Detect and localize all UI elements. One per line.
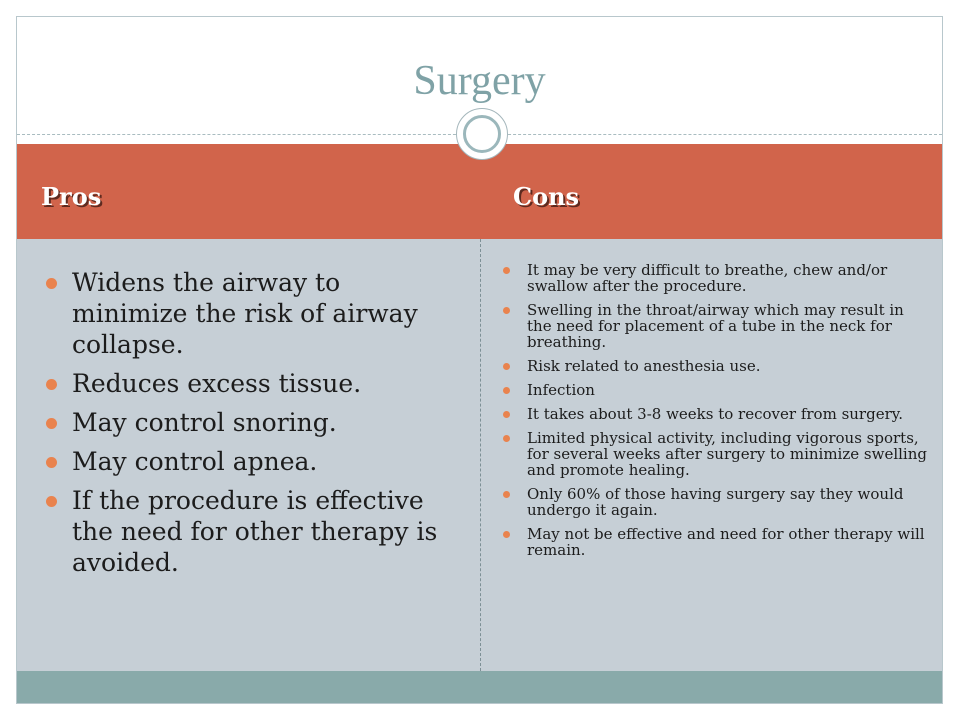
circle-ornament-icon bbox=[456, 108, 508, 160]
pros-list-item bbox=[39, 485, 459, 578]
pros-list-item bbox=[39, 368, 459, 399]
cons-item-text: Risk related to anesthesia use. bbox=[527, 357, 761, 375]
bullet-dot-icon bbox=[46, 418, 57, 429]
cons-list-item bbox=[503, 526, 928, 558]
pros-heading: Pros bbox=[41, 182, 102, 211]
cons-item-text: Only 60% of those having surgery say they would undergo it again. bbox=[527, 485, 904, 519]
pros-list-item bbox=[39, 407, 459, 438]
pros-item-text: Reduces excess tissue. bbox=[72, 369, 362, 398]
cons-list-item bbox=[503, 302, 928, 350]
column-divider bbox=[480, 239, 481, 671]
pros-list-item bbox=[39, 446, 459, 477]
pros-list-item bbox=[39, 267, 459, 360]
bullet-dot-icon bbox=[503, 491, 510, 498]
pros-list bbox=[39, 267, 459, 586]
footer-band bbox=[17, 671, 942, 704]
bullet-dot-icon bbox=[46, 278, 57, 289]
cons-list-item bbox=[503, 358, 928, 374]
pros-item-text: May control apnea. bbox=[72, 447, 318, 476]
cons-item-text: It may be very difficult to breathe, chew and/or swallow after the procedure. bbox=[527, 261, 888, 295]
bullet-dot-icon bbox=[503, 411, 510, 418]
bullet-dot-icon bbox=[503, 387, 510, 394]
cons-list-item bbox=[503, 430, 928, 478]
cons-list-item bbox=[503, 486, 928, 518]
pros-item-text: May control snoring. bbox=[72, 408, 337, 437]
cons-item-text: Swelling in the throat/airway which may result in the need for placement of a tube in the neck for breathing. bbox=[527, 301, 904, 351]
bullet-dot-icon bbox=[503, 435, 510, 442]
bullet-dot-icon bbox=[46, 457, 57, 468]
cons-item-text: It takes about 3-8 weeks to recover from surgery. bbox=[527, 405, 903, 423]
cons-list bbox=[503, 262, 928, 566]
cons-item-text: May not be effective and need for other therapy will remain. bbox=[527, 525, 925, 559]
bullet-dot-icon bbox=[503, 307, 510, 314]
cons-list-item bbox=[503, 262, 928, 294]
bullet-dot-icon bbox=[503, 363, 510, 370]
cons-item-text: Infection bbox=[527, 381, 595, 399]
slide-title: Surgery bbox=[413, 58, 546, 104]
bullet-dot-icon bbox=[46, 496, 57, 507]
cons-heading: Cons bbox=[513, 182, 580, 211]
cons-list-item bbox=[503, 382, 928, 398]
bullet-dot-icon bbox=[503, 267, 510, 274]
cons-item-text: Limited physical activity, including vigorous sports, for several weeks after surgery to minimize swelling and promote healing. bbox=[527, 429, 927, 479]
bullet-dot-icon bbox=[503, 531, 510, 538]
bullet-dot-icon bbox=[46, 379, 57, 390]
cons-list-item bbox=[503, 406, 928, 422]
pros-item-text: Widens the airway to minimize the risk of airway collapse. bbox=[72, 268, 418, 359]
slide-frame bbox=[16, 16, 943, 704]
pros-item-text: If the procedure is effective the need for other therapy is avoided. bbox=[72, 486, 438, 577]
